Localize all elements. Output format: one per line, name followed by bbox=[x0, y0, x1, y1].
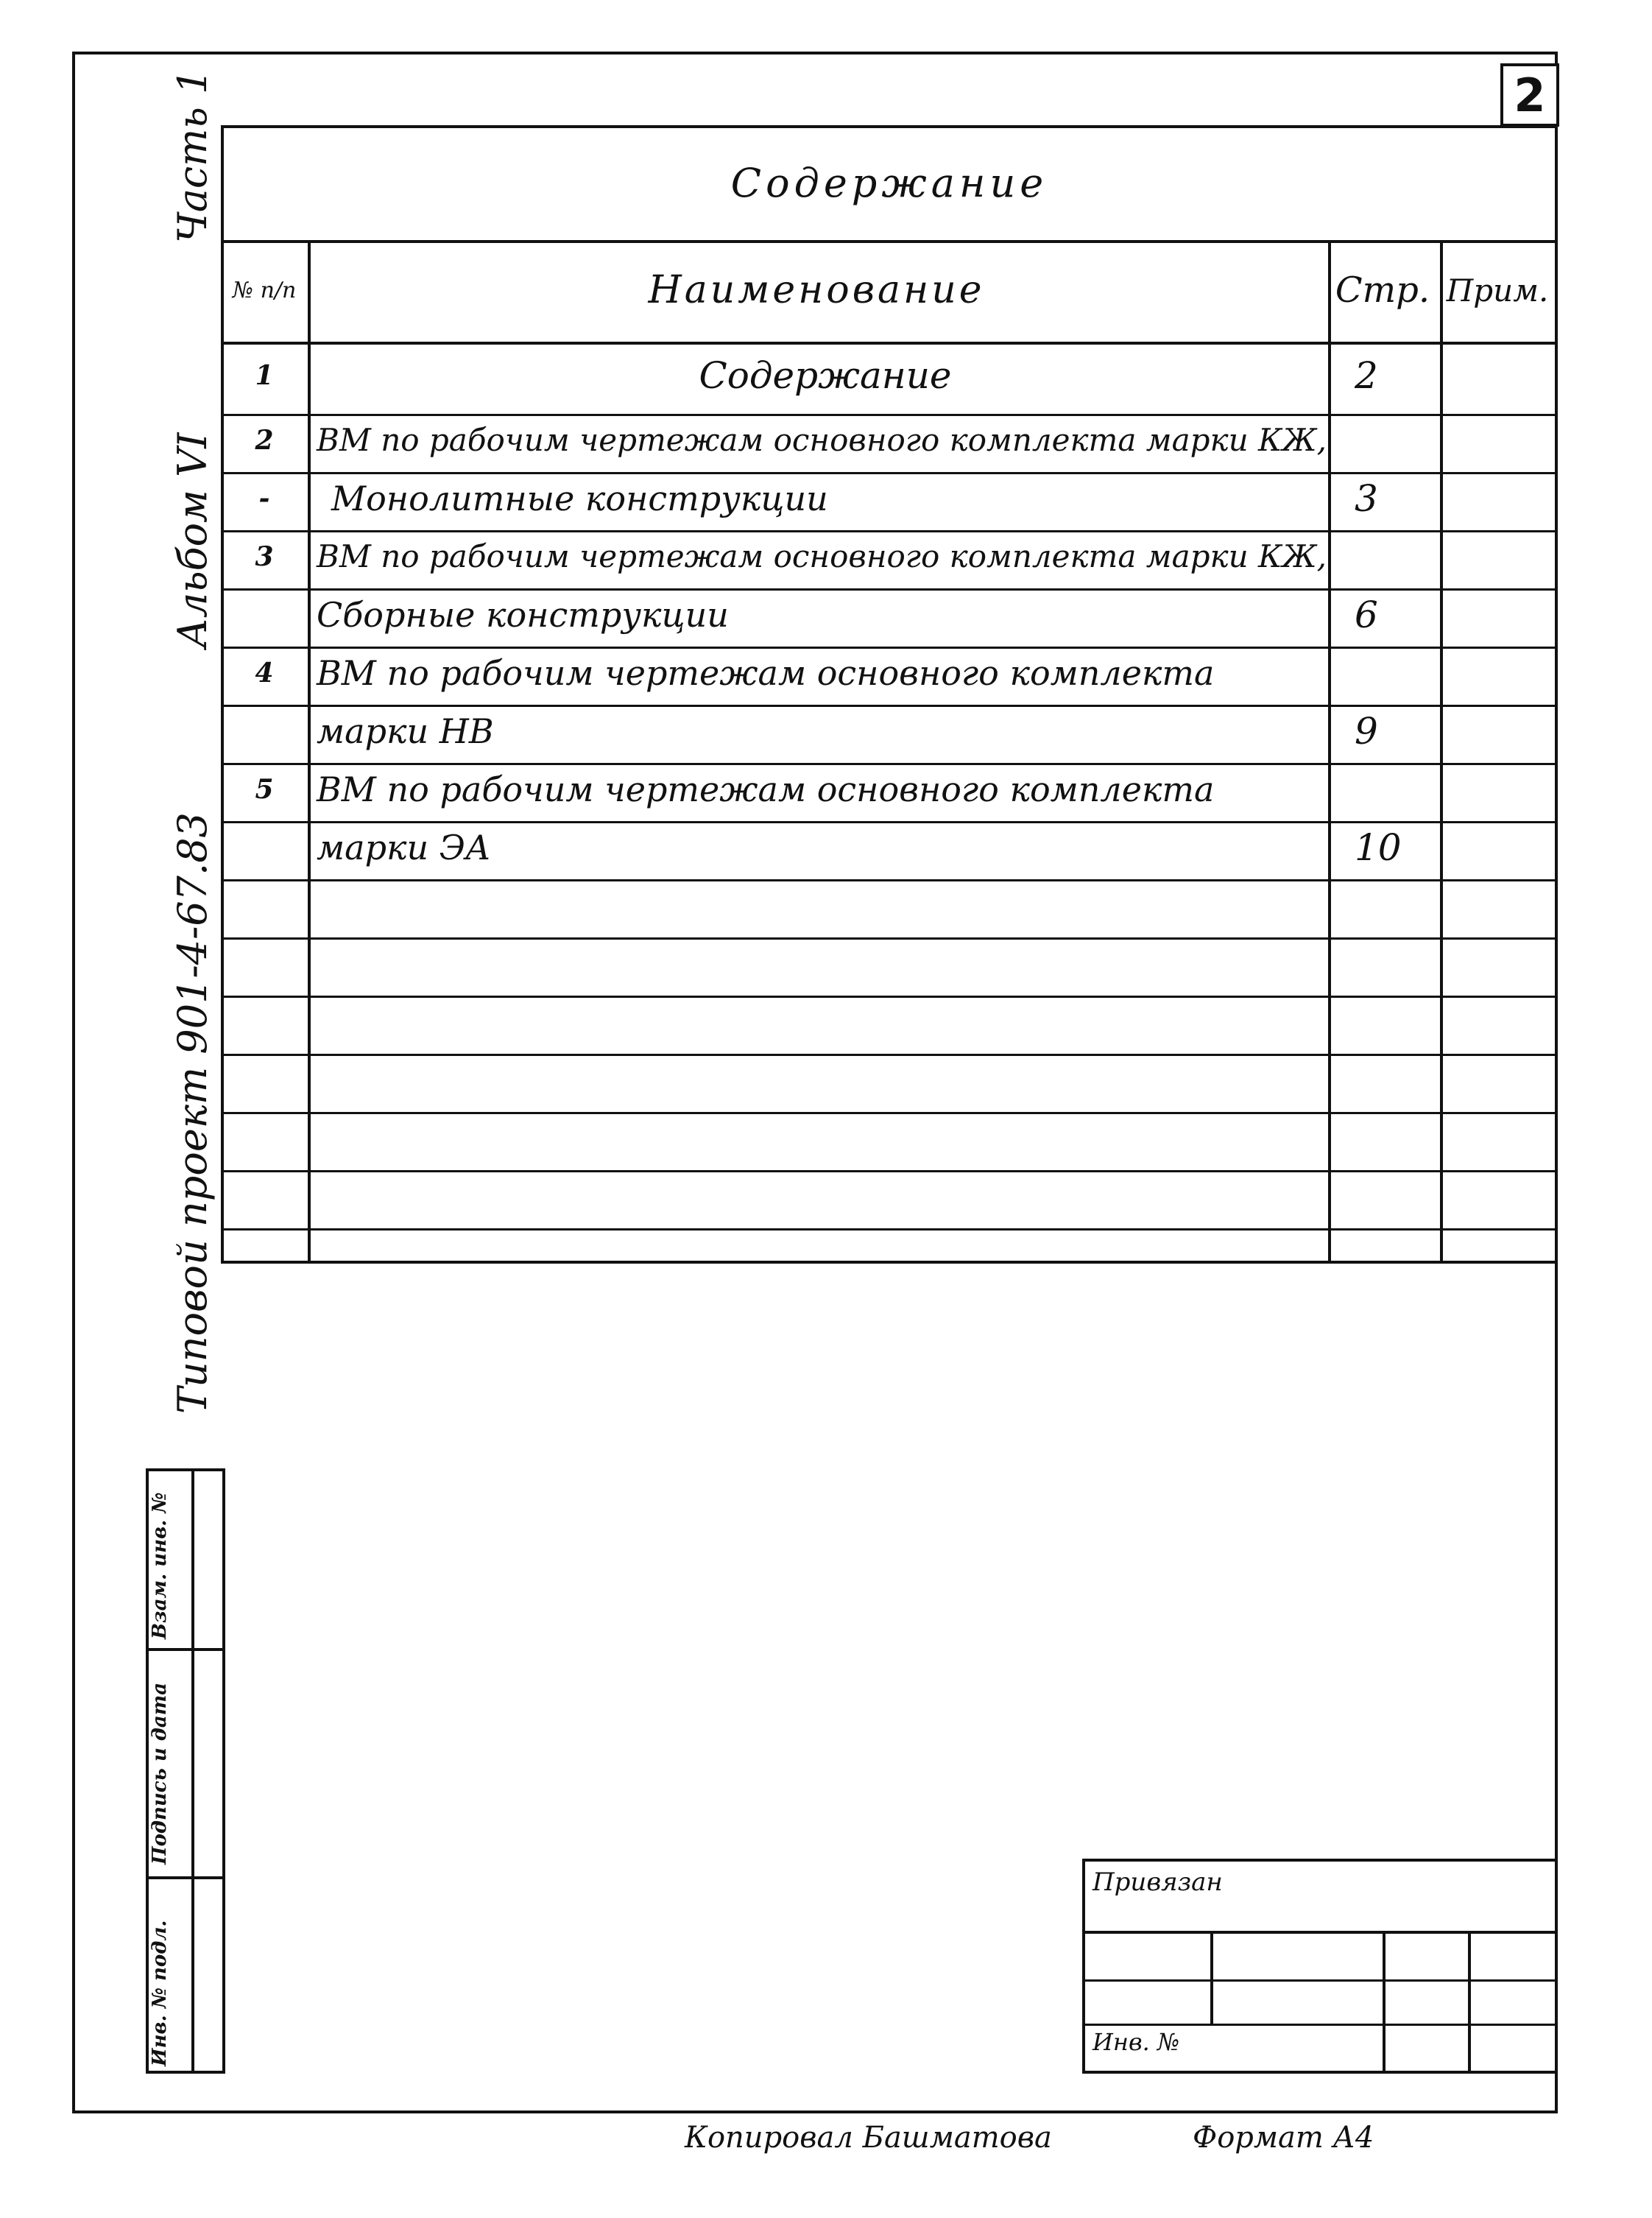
col-header-name: Наименование bbox=[648, 268, 985, 312]
stamp-inv-no: Инв. № bbox=[1092, 2028, 1180, 2056]
col-header-page: Стр. bbox=[1335, 270, 1430, 311]
row-page: 2 bbox=[1355, 354, 1378, 397]
row-page bbox=[1328, 760, 1464, 818]
row-num: 4 bbox=[255, 657, 274, 689]
page-number: 2 bbox=[1500, 63, 1559, 127]
footer-format: Формат А4 bbox=[1193, 2121, 1374, 2155]
margin-album: Альбом VI bbox=[169, 432, 216, 648]
row-num: 1 bbox=[255, 360, 274, 391]
row-name: Сборные конструкции bbox=[317, 594, 729, 635]
row-name: марки ЭА bbox=[317, 827, 491, 867]
strip-podp-data: Подпись и дата bbox=[149, 1682, 171, 1865]
strip-inv-podl: Инв. № подл. bbox=[149, 1920, 171, 2066]
stamp-privyazan: Привязан bbox=[1092, 1867, 1223, 1897]
row-name: Монолитные конструкции bbox=[331, 478, 828, 518]
footer-copied: Копировал Башматова bbox=[685, 2121, 1052, 2155]
row-page bbox=[1328, 644, 1464, 702]
row-page: 10 bbox=[1355, 825, 1402, 869]
row-num: - bbox=[258, 482, 270, 514]
row-name: ВМ по рабочим чертежам основного комплекта bbox=[317, 652, 1215, 693]
row-num: 3 bbox=[255, 541, 274, 572]
row-page bbox=[1328, 411, 1464, 469]
row-name: ВМ по рабочим чертежам основного комплекта bbox=[317, 769, 1215, 809]
row-name: Содержание bbox=[699, 354, 952, 397]
row-num bbox=[224, 702, 305, 760]
row-num: 5 bbox=[255, 773, 274, 805]
row-page: 9 bbox=[1355, 709, 1378, 753]
row-num: 2 bbox=[255, 424, 274, 456]
col-header-note: Прим. bbox=[1446, 272, 1549, 309]
table-title: Содержание bbox=[730, 159, 1048, 206]
row-name: ВМ по рабочим чертежам основного комплекта марки КЖ, bbox=[317, 538, 1327, 574]
margin-project: Типовой проект 901-4-67.83 bbox=[169, 812, 216, 1414]
row-num bbox=[224, 585, 305, 644]
row-num bbox=[224, 818, 305, 876]
row-name: марки НВ bbox=[317, 711, 494, 751]
col-header-num: № п/п bbox=[232, 277, 297, 303]
row-name: ВМ по рабочим чертежам основного комплекта марки КЖ, bbox=[317, 422, 1327, 458]
strip-vzam-inv: Взам. инв. № bbox=[149, 1492, 171, 1639]
row-page: 6 bbox=[1355, 593, 1378, 636]
row-page: 3 bbox=[1355, 476, 1378, 520]
margin-part: Часть 1 bbox=[169, 68, 216, 243]
row-page bbox=[1328, 527, 1464, 585]
